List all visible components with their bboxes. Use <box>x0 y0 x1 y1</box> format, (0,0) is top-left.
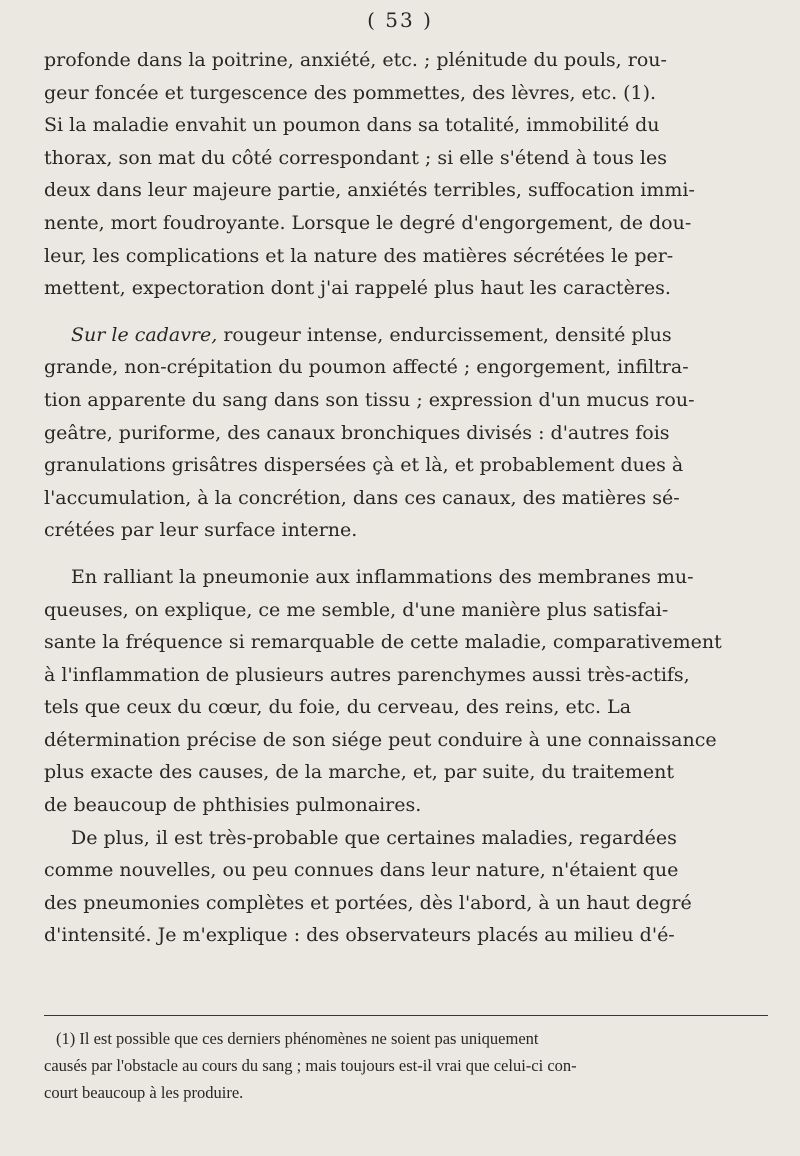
footnote <box>44 1025 768 1106</box>
text-line: profonde dans la poitrine, anxiété, etc. ; plénitude du pouls, rou- <box>44 49 667 71</box>
footnote-line: court beaucoup à les produire. <box>44 1083 244 1102</box>
text-line: grande, non-crépitation du poumon affecté ; engorgement, infiltra- <box>44 356 689 379</box>
text-line: tels que ceux du cœur, du foie, du cerveau, des reins, etc. La <box>44 696 632 719</box>
text-line: geur foncée et turgescence des pommettes, des lèvres, etc. (1). <box>44 81 657 104</box>
text-line: d'intensité. Je m'explique : des observateurs placés au milieu d'é- <box>44 924 675 947</box>
text-line: En ralliant la pneumonie aux inflammations des membranes mu- <box>71 565 694 588</box>
text-line: comme nouvelles, ou peu connues dans leur nature, n'étaient que <box>44 859 679 882</box>
text-line: plus exacte des causes, de la marche, et, par suite, du traitement <box>44 761 675 784</box>
text-line: à l'inflammation de plusieurs autres parenchymes aussi très-actifs, <box>44 663 690 686</box>
paragraph-symptoms <box>44 44 768 305</box>
text-line: sante la fréquence si remarquable de cette maladie, comparativement <box>44 631 722 654</box>
text-line: De plus, il est très-probable que certaines maladies, regardées <box>71 826 677 849</box>
text-line: queuses, on explique, ce me semble, d'une manière plus satisfai- <box>44 598 669 621</box>
text-line: nente, mort foudroyante. Lorsque le degré d'engorgement, de dou- <box>44 211 692 234</box>
text-line: mettent, expectoration dont j'ai rappelé plus haut les caractères. <box>44 277 671 300</box>
footnote-rule <box>44 1015 768 1016</box>
text-line: deux dans leur majeure partie, anxiétés terribles, suffocation immi- <box>44 179 695 202</box>
text-line: Si la maladie envahit un poumon dans sa totalité, immobilité du <box>44 114 660 137</box>
text-line: tion apparente du sang dans son tissu ; expression d'un mucus rou- <box>44 388 695 411</box>
page-number: ( 53 ) <box>367 8 433 32</box>
text-line: détermination précise de son siége peut conduire à une connaissance <box>44 728 717 751</box>
text-line-rest: rougeur intense, endurcissement, densité plus <box>217 323 672 346</box>
text-line: de beaucoup de phthisies pulmonaires. <box>44 794 422 817</box>
text-line: granulations grisâtres dispersées çà et là, et probablement dues à <box>44 454 684 477</box>
text-line: l'accumulation, à la concrétion, dans ces canaux, des matières sé- <box>44 486 680 509</box>
footnote-line: causés par l'obstacle au cours du sang ; mais toujours est-il vrai que celui-ci con- <box>44 1056 577 1075</box>
paragraph-cadaver <box>44 319 768 547</box>
text-line <box>44 319 768 352</box>
paragraph-new-diseases <box>44 822 768 952</box>
text-line: leur, les complications et la nature des matières sécrétées le per- <box>44 244 674 267</box>
footnote-line: (1) Il est possible que ces derniers phénomènes ne soient pas uniquement <box>56 1029 539 1048</box>
text-line: thorax, son mat du côté correspondant ; si elle s'étend à tous les <box>44 146 667 169</box>
text-line: geâtre, puriforme, des canaux bronchiques divisés : d'autres fois <box>44 421 670 444</box>
italic-lead: Sur le cadavre, <box>71 323 218 346</box>
text-line: crétées par leur surface interne. <box>44 519 358 542</box>
text-line: des pneumonies complètes et portées, dès l'abord, à un haut degré <box>44 891 692 914</box>
paragraph-inflammation <box>44 561 768 822</box>
body-text <box>44 44 768 952</box>
